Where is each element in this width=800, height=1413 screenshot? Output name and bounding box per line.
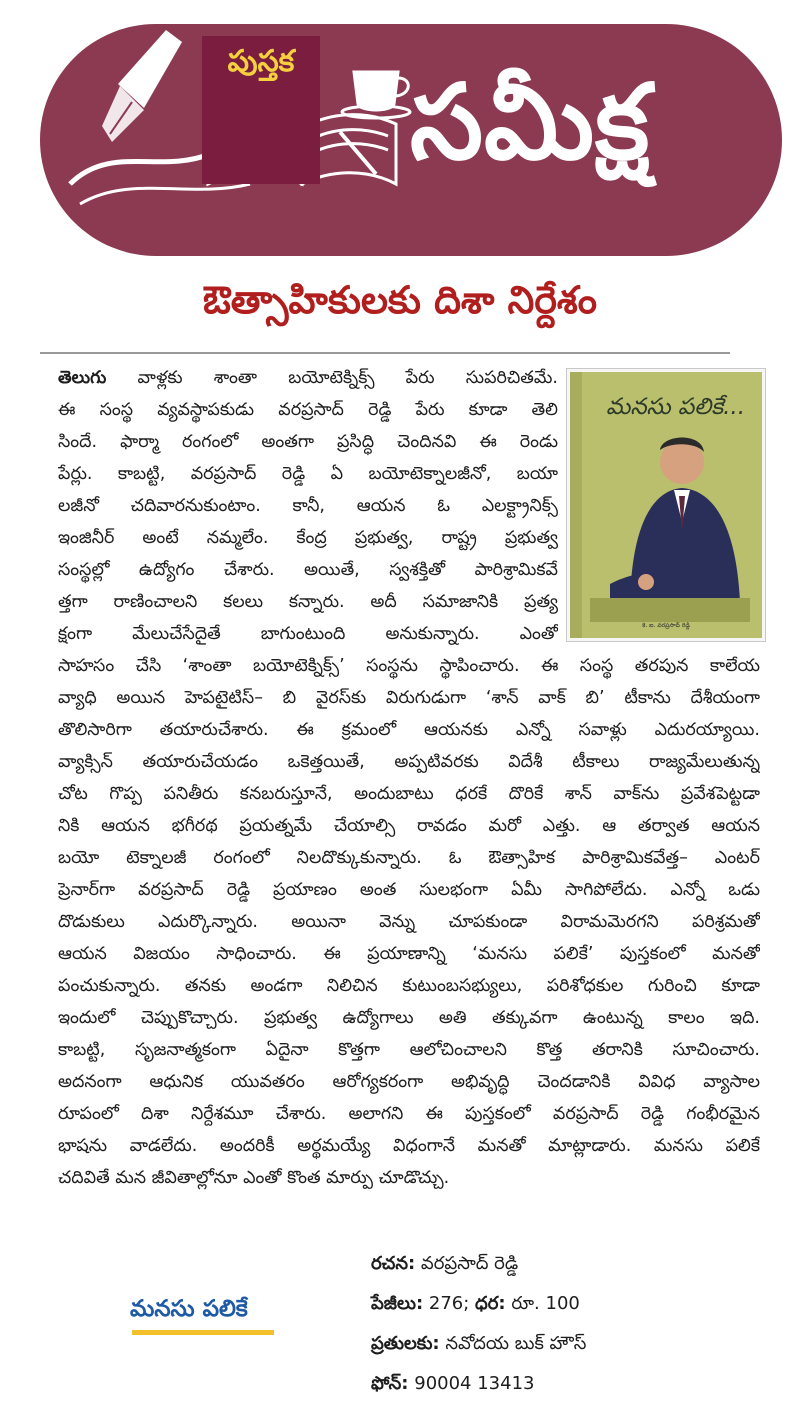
article-line: బయో టెక్నాలజీ రంగంలో నిలదొక్కుకున్నారు. ఓ ఔత్సాహిక పారిశ్రామికవేత్త– ఎంటర్ xyxy=(58,848,760,868)
meta-value: 90004 13413 xyxy=(408,1373,535,1394)
article-lead-word: తెలుగు xyxy=(58,368,107,388)
headline-divider xyxy=(40,352,730,354)
meta-label: పేజీలు: xyxy=(371,1293,424,1314)
article-line: వ్యాక్సిన్ తయారుచేయడం ఒకెత్తయితే, అప్పటివరకు విదేశీ టీకాలు రాజ్యమేలుతున్న xyxy=(58,752,760,772)
meta-pages-price xyxy=(371,1290,580,1318)
coffee-cup-icon xyxy=(342,72,410,118)
article-line: లజీనో చదివారనుకుంటాం. కానీ, ఆయన ఓ ఎలక్ట్రానిక్స్ xyxy=(58,496,558,516)
article-line: కాబట్టి, సృజనాత్మకంగా ఏదైనా కొత్తగా ఆలోచించాలని కొత్త తరానికి సూచించారు. xyxy=(58,1040,760,1060)
book-name-underline xyxy=(132,1330,274,1335)
meta-author xyxy=(371,1250,518,1278)
article-body xyxy=(58,362,760,1194)
article-line: ప్రెనార్‌గా వరప్రసాద్ రెడ్డి ప్రయాణం అంత సులభంగా ఏమీ సాగిపోలేదు. ఎన్నో ఒడు xyxy=(58,880,760,900)
meta-label: ప్రతులకు: xyxy=(371,1333,440,1354)
article-line: తొలిసారిగా తయారుచేశారు. ఈ క్రమంలో ఆయనకు ఎన్నో సవాళ్లు ఎదురయ్యాయి. xyxy=(58,720,760,740)
meta-value: నవోదయ బుక్ హౌస్ xyxy=(439,1333,587,1354)
article-line: అదనంగా ఆధునిక యువతరం ఆరోగ్యకరంగా అభివృద్ధి చెందడానికి వివిధ వ్యాసాల xyxy=(58,1072,760,1092)
meta-label: ఫోన్: xyxy=(371,1373,409,1394)
meta-phone xyxy=(371,1370,534,1398)
article-line: వ్యాధి అయిన హెపటైటిస్– బి వైరస్‌కు విరుగుడుగా ‘శాన్ వాక్ బి’ టీకాను దేశీయంగా xyxy=(58,688,760,708)
kicker-label: పుస్తక xyxy=(227,44,295,79)
article-line: రూపంలో దిశా నిర్దేశమూ చేశారు. అలాగని ఈ పుస్తకంలో వరప్రసాద్ రెడ్డి గంభీరమైన xyxy=(58,1104,760,1124)
article-line: సిందే. ఫార్మా రంగంలో అంతగా ప్రసిద్ధి చెందినవి ఈ రెండు xyxy=(58,432,558,452)
article-line: చదివితే మన జీవితాల్లోనూ ఎంతో కొంత మార్పు చూడొచ్చు. xyxy=(58,1168,450,1188)
article-line: చోట గొప్ప పనితీరు కనబరుస్తూనే, అందుబాటు ధరకే దొరికే శాన్ వాక్‌ను ప్రవేశపెట్టడా xyxy=(58,784,760,804)
meta-value: రూ. 100 xyxy=(505,1293,580,1314)
article-line: సాహసం చేసి ‘శాంతా బయోటెక్నిక్స్’ సంస్థను స్థాపించారు. ఈ సంస్థ తరపున కాలేయ xyxy=(58,656,760,676)
meta-label: రచన: xyxy=(371,1253,416,1274)
meta-copies xyxy=(371,1330,586,1358)
meta-value: వరప్రసాద్ రెడ్డి xyxy=(415,1253,519,1274)
article-line: భాషను వాడలేదు. అందరికీ అర్థమయ్యే విధంగానే మనతో మాట్లాడారు. మనసు పలికే xyxy=(58,1136,760,1156)
article-line: ఈ సంస్థ వ్యవస్థాపకుడు వరప్రసాద్ రెడ్డి పేరు కూడా తెలి xyxy=(58,400,558,420)
article-line: ఆయన విజయం సాధించారు. ఈ ప్రయాణాన్ని ‘మనసు పలికే’ పుస్తకంలో మనతో xyxy=(58,944,760,964)
article-line xyxy=(58,362,558,394)
article-line-text: వాళ్లకు శాంతా బయోటెక్నిక్స్ పేరు సుపరిచితమే. xyxy=(106,368,558,388)
article-line: ఇందులో చెప్పుకొచ్చారు. ప్రభుత్వ ఉద్యోగాలు అతి తక్కువగా ఉంటున్న కాలం ఇది. xyxy=(58,1008,760,1028)
article-line: త్తగా రాణించాలని కలలు కన్నారు. అదీ సమాజానికి ప్రత్య xyxy=(58,592,558,612)
cover-author: కె. ఐ. వరప్రసాద్ రెడ్డి xyxy=(642,622,690,629)
cover-title: మనసు పలికే... xyxy=(606,394,746,420)
meta-value: 276; xyxy=(423,1293,476,1314)
meta-label: ధర: xyxy=(475,1293,506,1314)
article-line: ఇంజినీర్ అంటే నమ్మలేం. కేంద్ర ప్రభుత్వ, రాష్ట్ర ప్రభుత్వ xyxy=(58,528,558,548)
article-line: నికి ఆయన భగీరథ ప్రయత్నమే చేయాల్సి రావడం మరో ఎత్తు. ఆ తర్వాత ఆయన xyxy=(58,816,760,836)
book-name: మనసు పలికే xyxy=(130,1296,248,1322)
article-headline: ఔత్సాహికులకు దిశా నిర్దేశం xyxy=(202,278,598,322)
banner-title: సమీక్ష xyxy=(410,61,651,183)
article-line: సంస్థల్లో ఉద్యోగం చేశారు. అయితే, స్వశక్తితో పారిశ్రామికవే xyxy=(58,560,558,580)
article-line: దొడుకులు ఎదుర్కొన్నారు. అయినా వెన్ను చూపకుండా విరామమెరగని పరిశ్రమతో xyxy=(58,912,760,932)
article-line: పేర్లు. కాబట్టి, వరప్రసాద్ రెడ్డి ఏ బయోటెక్నాలజీనో, బయా xyxy=(58,464,558,484)
article-line: క్షంగా మేలుచేసేదైతే బాగుంటుంది అనుకున్నారు. ఎంతో xyxy=(58,624,558,644)
article-line: పంచుకున్నారు. తనకు అండగా నిలిచిన కుటుంబసభ్యులు, పరిశోధకుల గురించి కూడా xyxy=(58,976,760,996)
